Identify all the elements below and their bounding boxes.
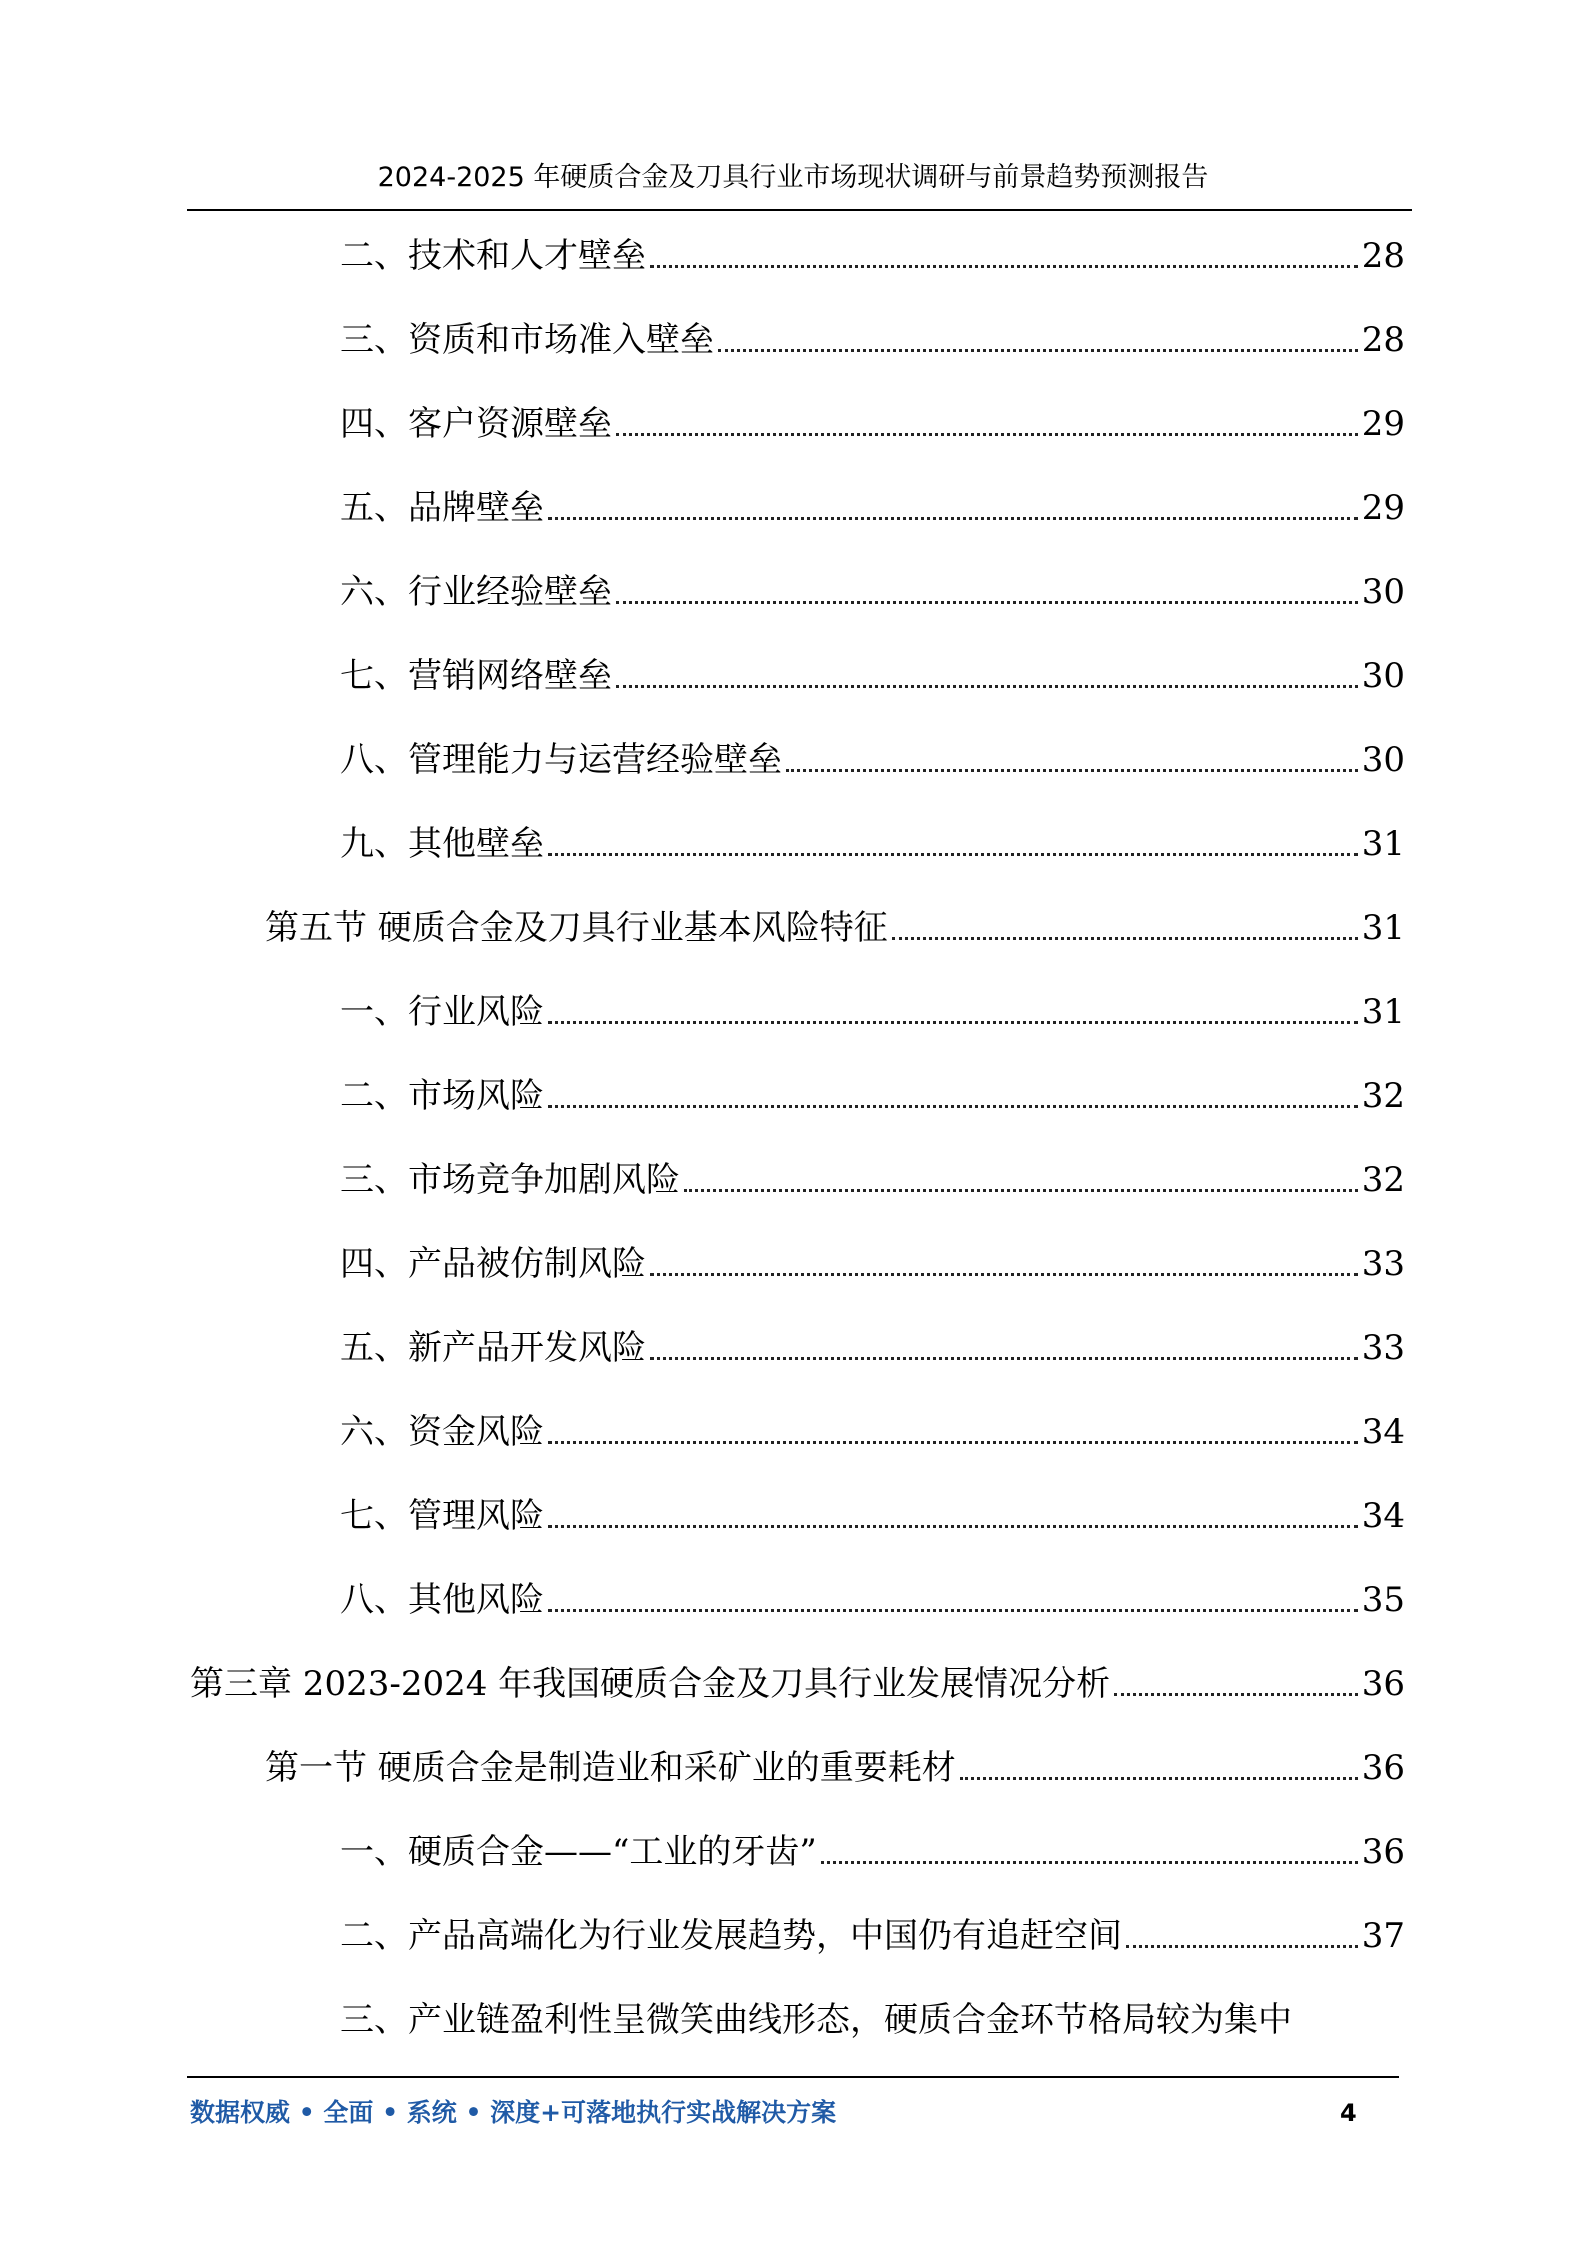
footer-slogan: 数据权威 • 全面 • 系统 • 深度+可落地执行实战解决方案 bbox=[190, 2098, 837, 2127]
toc-entry-page: 36 bbox=[1361, 1664, 1405, 1704]
toc-entry-page: 36 bbox=[1361, 1748, 1405, 1788]
toc-entry-label: 四、客户资源壁垒 bbox=[340, 404, 612, 444]
toc-leader-dots bbox=[650, 1273, 1358, 1276]
toc-entry-label: 一、硬质合金——“工业的牙齿” bbox=[340, 1832, 817, 1872]
toc-entry-page: 37 bbox=[1361, 1916, 1405, 1956]
toc-entry-page: 31 bbox=[1361, 824, 1405, 864]
toc-entry-label: 二、市场风险 bbox=[340, 1076, 544, 1116]
toc-leader-dots bbox=[616, 433, 1358, 436]
toc-entry-label: 一、行业风险 bbox=[340, 992, 544, 1032]
toc-entry[interactable] bbox=[340, 564, 1405, 614]
toc-entry-page: 31 bbox=[1361, 992, 1405, 1032]
toc-leader-dots bbox=[960, 1777, 1358, 1780]
toc-entry-label: 第五节 硬质合金及刀具行业基本风险特征 bbox=[265, 908, 888, 948]
toc-entry-page: 30 bbox=[1361, 740, 1405, 780]
toc-entry[interactable] bbox=[340, 1404, 1405, 1454]
toc-entry-label: 七、管理风险 bbox=[340, 1496, 544, 1536]
toc-entry-label: 六、资金风险 bbox=[340, 1412, 544, 1452]
toc-entry[interactable] bbox=[340, 312, 1405, 362]
toc-entry-label: 八、管理能力与运营经验壁垒 bbox=[340, 740, 782, 780]
toc-leader-dots bbox=[616, 685, 1358, 688]
toc-entry-page: 33 bbox=[1361, 1328, 1405, 1368]
toc-entry[interactable] bbox=[340, 1824, 1405, 1874]
toc-entry[interactable] bbox=[340, 1572, 1405, 1622]
toc-entry[interactable] bbox=[340, 1236, 1405, 1286]
toc-entry[interactable] bbox=[340, 816, 1405, 866]
toc-entry-page: 29 bbox=[1361, 488, 1405, 528]
report-title: 2024-2025 年硬质合金及刀具行业市场现状调研与前景趋势预测报告 bbox=[377, 162, 1209, 193]
toc-entry-page: 30 bbox=[1361, 572, 1405, 612]
toc-section-entry[interactable] bbox=[265, 900, 1405, 950]
toc-leader-dots bbox=[684, 1189, 1358, 1192]
toc-entry-page: 28 bbox=[1361, 320, 1405, 360]
toc-entry[interactable] bbox=[340, 228, 1405, 278]
toc-entry[interactable] bbox=[340, 648, 1405, 698]
toc-entry-label: 第一节 硬质合金是制造业和采矿业的重要耗材 bbox=[265, 1748, 956, 1788]
toc-entry-page: 29 bbox=[1361, 404, 1405, 444]
toc-chapter-entry[interactable] bbox=[190, 1656, 1405, 1706]
toc-entry[interactable] bbox=[340, 1152, 1405, 1202]
toc-entry[interactable] bbox=[340, 1488, 1405, 1538]
toc-leader-dots bbox=[821, 1861, 1358, 1864]
toc-entry-page: 28 bbox=[1361, 236, 1405, 276]
toc-entry[interactable] bbox=[340, 1992, 1292, 2042]
toc-entry[interactable] bbox=[340, 984, 1405, 1034]
toc-entry-label: 第三章 2023-2024 年我国硬质合金及刀具行业发展情况分析 bbox=[190, 1664, 1111, 1704]
toc-leader-dots bbox=[718, 349, 1358, 352]
toc-entry-page: 33 bbox=[1361, 1244, 1405, 1284]
toc-leader-dots bbox=[786, 769, 1358, 772]
toc-leader-dots bbox=[548, 853, 1358, 856]
toc-leader-dots bbox=[892, 937, 1358, 940]
toc-entry-label: 三、资质和市场准入壁垒 bbox=[340, 320, 714, 360]
toc-leader-dots bbox=[616, 601, 1358, 604]
toc-entry[interactable] bbox=[340, 480, 1405, 530]
toc-entry-page: 32 bbox=[1361, 1076, 1405, 1116]
toc-entry-page: 35 bbox=[1361, 1580, 1405, 1620]
toc-entry-label: 五、品牌壁垒 bbox=[340, 488, 544, 528]
toc-entry-page: 36 bbox=[1361, 1832, 1405, 1872]
toc-entry-label: 二、产品高端化为行业发展趋势，中国仍有追赶空间 bbox=[340, 1916, 1122, 1956]
toc-leader-dots bbox=[650, 265, 1358, 268]
toc-leader-dots bbox=[1114, 1693, 1358, 1696]
toc-leader-dots bbox=[548, 1609, 1358, 1612]
toc-entry-label: 五、新产品开发风险 bbox=[340, 1328, 646, 1368]
toc-leader-dots bbox=[1126, 1945, 1358, 1948]
toc-entry-label: 三、市场竞争加剧风险 bbox=[340, 1160, 680, 1200]
toc-leader-dots bbox=[548, 1441, 1358, 1444]
toc-entry-page: 32 bbox=[1361, 1160, 1405, 1200]
toc-section-entry[interactable] bbox=[265, 1740, 1405, 1790]
toc-leader-dots bbox=[548, 517, 1358, 520]
toc-entry-label: 三、产业链盈利性呈微笑曲线形态，硬质合金环节格局较为集中 bbox=[340, 2000, 1292, 2040]
toc-entry-page: 34 bbox=[1361, 1496, 1405, 1536]
toc-leader-dots bbox=[548, 1525, 1358, 1528]
toc-entry-label: 四、产品被仿制风险 bbox=[340, 1244, 646, 1284]
toc-entry-page: 30 bbox=[1361, 656, 1405, 696]
toc-entry-label: 八、其他风险 bbox=[340, 1580, 544, 1620]
toc-entry-page: 31 bbox=[1361, 908, 1405, 948]
toc-entry[interactable] bbox=[340, 396, 1405, 446]
toc-entry-label: 九、其他壁垒 bbox=[340, 824, 544, 864]
footer-divider bbox=[187, 2076, 1399, 2078]
toc-entry-page: 34 bbox=[1361, 1412, 1405, 1452]
toc-entry-label: 六、行业经验壁垒 bbox=[340, 572, 612, 612]
page-number: 4 bbox=[1340, 2099, 1357, 2127]
toc-entry-label: 七、营销网络壁垒 bbox=[340, 656, 612, 696]
toc-entry[interactable] bbox=[340, 1320, 1405, 1370]
toc-entry[interactable] bbox=[340, 1068, 1405, 1118]
toc-leader-dots bbox=[548, 1105, 1358, 1108]
toc-entry[interactable] bbox=[340, 1908, 1405, 1958]
toc-leader-dots bbox=[548, 1021, 1358, 1024]
toc-entry-label: 二、技术和人才壁垒 bbox=[340, 236, 646, 276]
toc-entry[interactable] bbox=[340, 732, 1405, 782]
toc-leader-dots bbox=[650, 1357, 1358, 1360]
